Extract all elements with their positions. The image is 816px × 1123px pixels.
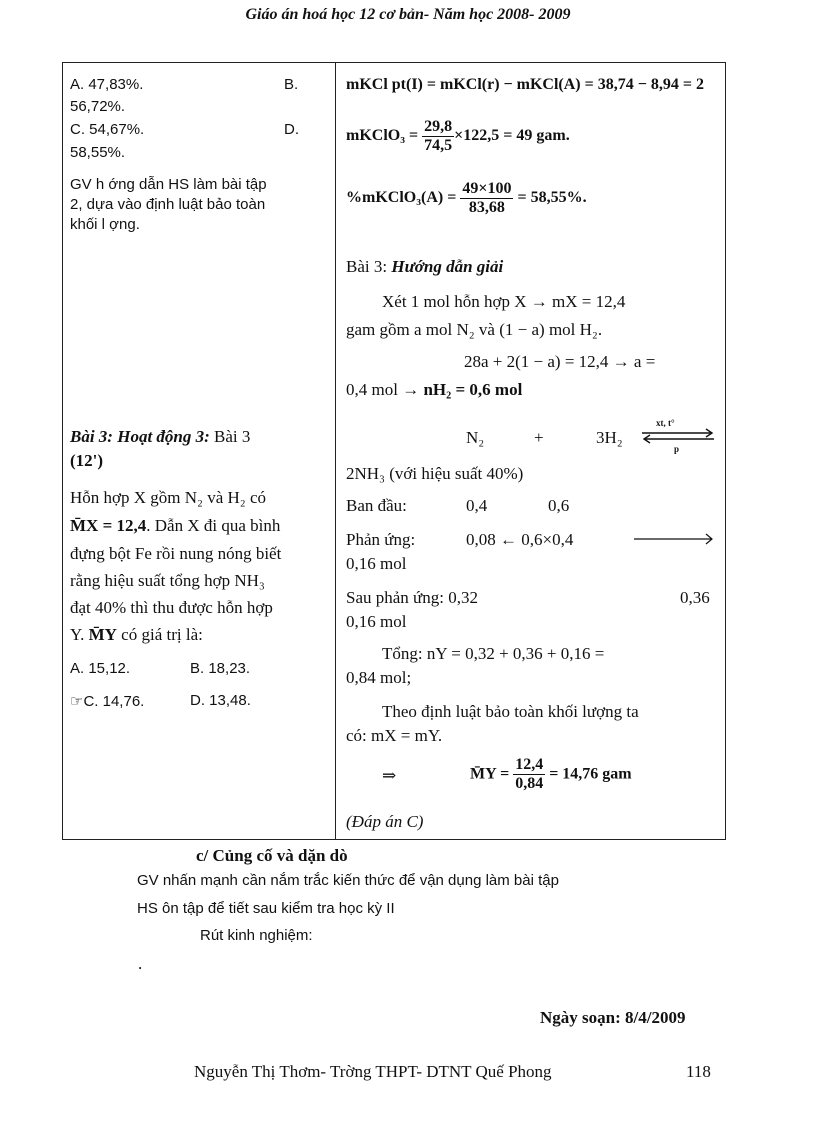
question-line6-pre: Y. [70, 625, 85, 644]
total-line2: 0,84 mol; [346, 668, 412, 687]
question-line2 [70, 516, 280, 536]
activity-3-rest: Bài 3 [209, 427, 251, 446]
answer-b: B. 18,23. [190, 660, 251, 677]
answer-a: A. 15,12. [70, 660, 131, 677]
reacted-label: Phản ứng: [346, 530, 416, 549]
reaction-h2: 3H₂ [596, 428, 623, 447]
gv-guide-line2: 2, dựa vào định luật bảo toàn [70, 196, 266, 213]
equation-kcl: mKCl pt(I) = mKCl(r) − mKCl(A) = 38,74 − 8,94 = 2 [346, 76, 704, 93]
bai3-guide: Hướng dẫn giải [391, 257, 504, 276]
prepared-date: Ngày soạn: 8/4/2009 [540, 1008, 686, 1027]
activity-3-title [70, 427, 250, 447]
page-header: Giáo án hoá học 12 cơ bản- Năm học 2008- 2009 [245, 6, 571, 23]
mx-formula: M̄X = 12,4 [70, 516, 147, 535]
eq2-lhs: mKClO₃ = [346, 127, 419, 145]
after-h2: 0,36 [680, 588, 710, 607]
solution-line4 [346, 380, 522, 400]
reaction-n2: N₂ [466, 428, 485, 447]
eq3-fraction: $\frac{49\times 100}{83,68}$ [462, 180, 512, 216]
final-rhs: = 14,76 gam [549, 765, 632, 783]
after-label: Sau phản ứng: 0,32 [346, 588, 478, 607]
reaction-plus: + [534, 428, 544, 447]
reaction-condition-bottom: p [674, 444, 680, 454]
after-nh3: 0,16 mol [346, 612, 407, 631]
question-line3: đựng bột Fe rồi nung nóng biết [70, 544, 282, 563]
activity-3-bold: Bài 3: Hoạt động 3: [70, 427, 210, 446]
question-line2-rest: . Dẫn X đi qua bình [146, 516, 281, 535]
answer-d: D. 13,48. [190, 692, 251, 709]
answer-note: (Đáp án C) [346, 812, 424, 831]
reacted-nh3: 0,16 mol [346, 554, 407, 573]
final-equation [470, 756, 632, 793]
dot: . [138, 954, 143, 973]
my-formula: M̄Y [88, 625, 117, 644]
experience-label: Rút kinh nghiệm: [200, 927, 313, 944]
equation-kclo3 [346, 118, 570, 155]
option-b-value: 56,72%. [70, 98, 126, 115]
solution-line1: Xét 1 mol hỗn hợp X → mX = 12,4 [382, 292, 626, 311]
eq2-fraction: $\frac{29,8}{74,5}$ [424, 118, 453, 154]
initial-n2: 0,4 [466, 496, 488, 515]
page-number: 118 [686, 1062, 711, 1081]
activity-3-time: (12') [70, 451, 104, 470]
option-a: A. 47,83%. [70, 76, 144, 93]
bai3-heading [346, 257, 503, 277]
consolidation-heading: c/ Củng cố và dặn dò [196, 846, 348, 865]
question-line1: Hỗn hợp X gồm N₂ và H₂ có [70, 488, 267, 507]
reaction-condition-top: xt, t° [656, 418, 675, 428]
bai3-label: Bài 3: [346, 257, 388, 276]
question-line4: rằng hiệu suất tổng hợp NH₃ [70, 571, 265, 590]
conservation-line1: Theo định luật bảo toàn khối lượng ta [382, 702, 639, 721]
reacted-values: 0,08 ← 0,6×0,4 [466, 530, 574, 549]
final-fraction: $\frac{12,4}{0,84}$ [515, 756, 544, 792]
initial-label: Ban đầu: [346, 496, 407, 515]
final-lhs: M̄Y = [470, 765, 510, 783]
implies-icon: ⇒ [382, 766, 397, 785]
option-d-label: D. [284, 121, 299, 138]
option-b-label: B. [284, 76, 299, 93]
gv-emphasis: GV nhấn mạnh cần nắm trắc kiến thức để vận dụng làm bài tập [137, 872, 559, 889]
answer-c-row [70, 692, 144, 710]
option-c: C. 54,67%. [70, 121, 145, 138]
eq3-lhs: %mKClO₃(A) = [346, 189, 457, 207]
equation-percent [346, 180, 587, 217]
reaction-product: 2NH₃ (với hiệu suất 40%) [346, 464, 524, 483]
solution-line4-pre: 0,4 mol → [346, 380, 420, 399]
initial-h2: 0,6 [548, 496, 570, 515]
question-line6-rest: có giá trị là: [116, 625, 203, 644]
pointer-icon: ☞ [70, 693, 84, 710]
solution-line2: gam gồm a mol N₂ và (1 − a) mol H₂. [346, 320, 603, 339]
option-d-value: 58,55%. [70, 144, 126, 161]
conservation-line2: có: mX = mY. [346, 726, 443, 745]
column-divider [335, 62, 336, 840]
question-line6 [70, 625, 203, 645]
total-line1: Tổng: nY = 0,32 + 0,36 + 0,16 = [382, 644, 605, 663]
equilibrium-arrow-icon [640, 428, 716, 444]
eq3-rhs: = 58,55%. [517, 189, 587, 207]
solution-line3: 28a + 2(1 − a) = 12,4 → a = [464, 352, 656, 371]
hs-review: HS ôn tập để tiết sau kiểm tra học kỳ II [137, 900, 395, 917]
gv-guide-line1: GV h ớng dẫn HS làm bài tập [70, 176, 267, 193]
question-line5: đạt 40% thì thu được hỗn hợp [70, 598, 273, 617]
author-line: Nguyễn Thị Thơm- Trờng THPT- DTNT Quế Phong [194, 1062, 552, 1081]
gv-guide-line3: khối l ợng. [70, 216, 140, 233]
answer-c: C. 14,76. [83, 693, 145, 710]
eq2-rhs: ×122,5 = 49 gam. [454, 127, 570, 145]
nh2-formula: nH₂ = 0,6 mol [423, 380, 523, 399]
right-arrow-icon [632, 532, 716, 546]
